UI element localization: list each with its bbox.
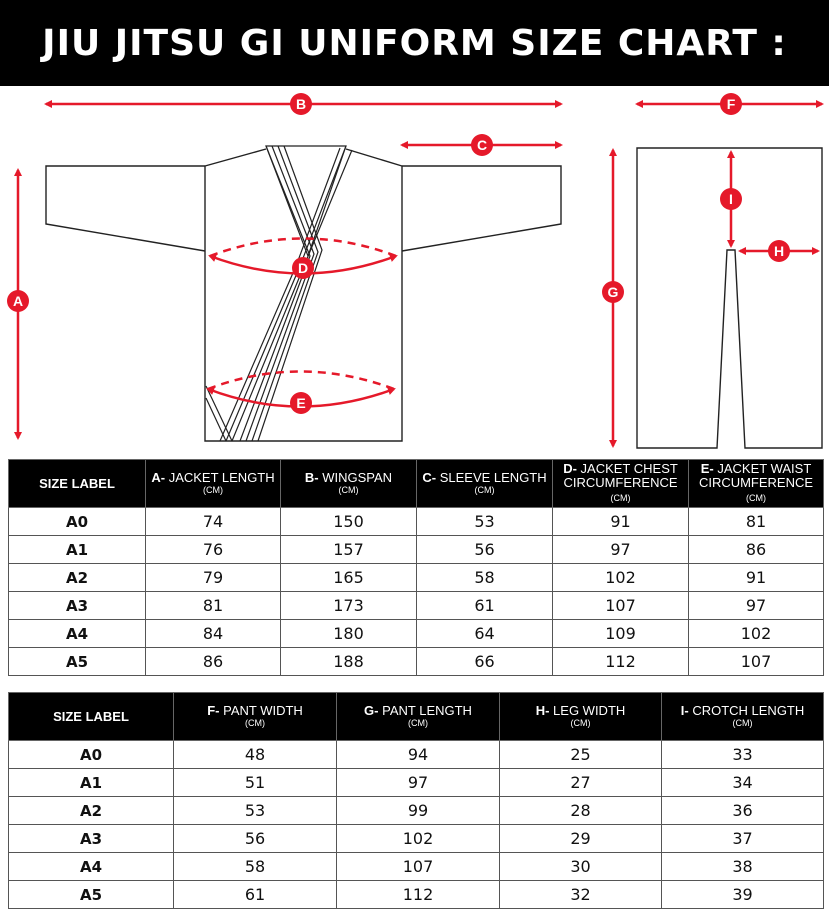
label-g: G xyxy=(607,284,619,300)
header-jacket-chest: D- JACKET CHEST CIRCUMFERENCE (CM) xyxy=(553,460,689,508)
table-row xyxy=(9,741,824,769)
size-cell: A0 xyxy=(9,508,146,536)
size-cell: A3 xyxy=(9,592,146,620)
table-cell: 66 xyxy=(417,648,553,676)
size-cell: A4 xyxy=(9,620,146,648)
table-cell: 74 xyxy=(146,508,281,536)
table-cell: 48 xyxy=(174,741,337,769)
table-cell: 94 xyxy=(337,741,500,769)
table-cell: 39 xyxy=(662,881,824,909)
label-i: I xyxy=(729,191,733,207)
table-row xyxy=(9,536,824,564)
measure-c-arrow xyxy=(402,134,561,156)
table-cell: 180 xyxy=(281,620,417,648)
title-bar xyxy=(0,0,829,86)
table-cell: 25 xyxy=(500,741,662,769)
table-cell: 109 xyxy=(553,620,689,648)
table-cell: 76 xyxy=(146,536,281,564)
gi-diagram xyxy=(0,86,829,456)
size-cell: A1 xyxy=(9,536,146,564)
table-cell: 112 xyxy=(337,881,500,909)
table-row xyxy=(9,620,824,648)
table-cell: 165 xyxy=(281,564,417,592)
size-cell: A3 xyxy=(9,825,174,853)
jacket-size-table xyxy=(8,459,824,676)
header-size-label: SIZE LABEL xyxy=(9,460,146,508)
table-row xyxy=(9,508,824,536)
table-cell: 97 xyxy=(689,592,824,620)
size-cell: A4 xyxy=(9,853,174,881)
table-cell: 56 xyxy=(174,825,337,853)
table-cell: 37 xyxy=(662,825,824,853)
size-cell: A0 xyxy=(9,741,174,769)
label-h: H xyxy=(773,243,785,259)
label-c: C xyxy=(476,137,488,153)
label-d: D xyxy=(297,260,309,276)
table-cell: 64 xyxy=(417,620,553,648)
table-cell: 157 xyxy=(281,536,417,564)
table-cell: 112 xyxy=(553,648,689,676)
table-cell: 34 xyxy=(662,769,824,797)
page-title: JIU JITSU GI UNIFORM SIZE CHART : xyxy=(42,22,787,64)
table-cell: 150 xyxy=(281,508,417,536)
jacket-header-row xyxy=(9,460,824,508)
header-wingspan: B- WINGSPAN (CM) xyxy=(281,460,417,508)
table-cell: 56 xyxy=(417,536,553,564)
table-cell: 107 xyxy=(689,648,824,676)
table-cell: 61 xyxy=(417,592,553,620)
table-cell: 27 xyxy=(500,769,662,797)
table-cell: 53 xyxy=(417,508,553,536)
table-cell: 28 xyxy=(500,797,662,825)
table-cell: 99 xyxy=(337,797,500,825)
table-cell: 91 xyxy=(553,508,689,536)
table-row xyxy=(9,881,824,909)
table-cell: 91 xyxy=(689,564,824,592)
header-jacket-waist: E- JACKET WAIST CIRCUMFERENCE (CM) xyxy=(689,460,824,508)
size-cell: A2 xyxy=(9,797,174,825)
header-pant-length: G- PANT LENGTH (CM) xyxy=(337,693,500,741)
size-cell: A5 xyxy=(9,648,146,676)
table-cell: 107 xyxy=(553,592,689,620)
header-sleeve-length: C- SLEEVE LENGTH (CM) xyxy=(417,460,553,508)
table-row xyxy=(9,648,824,676)
label-f: F xyxy=(726,96,736,112)
table-cell: 188 xyxy=(281,648,417,676)
table-row xyxy=(9,853,824,881)
table-cell: 38 xyxy=(662,853,824,881)
header-pant-width: F- PANT WIDTH (CM) xyxy=(174,693,337,741)
pant-header-row xyxy=(9,693,824,741)
header-crotch-length: I- CROTCH LENGTH (CM) xyxy=(662,693,824,741)
label-a: A xyxy=(12,293,24,309)
table-cell: 86 xyxy=(146,648,281,676)
table-row xyxy=(9,592,824,620)
size-cell: A2 xyxy=(9,564,146,592)
label-b: B xyxy=(295,96,307,112)
table-cell: 33 xyxy=(662,741,824,769)
table-row xyxy=(9,825,824,853)
table-cell: 102 xyxy=(689,620,824,648)
table-cell: 58 xyxy=(417,564,553,592)
table-cell: 102 xyxy=(553,564,689,592)
table-cell: 79 xyxy=(146,564,281,592)
table-cell: 86 xyxy=(689,536,824,564)
table-cell: 81 xyxy=(689,508,824,536)
table-cell: 61 xyxy=(174,881,337,909)
table-cell: 32 xyxy=(500,881,662,909)
pant-size-table xyxy=(8,692,824,909)
table-cell: 173 xyxy=(281,592,417,620)
table-cell: 29 xyxy=(500,825,662,853)
measure-b-arrow xyxy=(46,93,561,115)
label-e: E xyxy=(296,395,306,411)
table-row xyxy=(9,769,824,797)
measure-e-arrow xyxy=(208,372,394,415)
measure-a-arrow xyxy=(7,170,29,438)
measure-i-arrow xyxy=(720,152,742,246)
measure-h-arrow xyxy=(740,240,818,262)
measure-f-arrow xyxy=(637,93,822,115)
header-size-label: SIZE LABEL xyxy=(9,693,174,741)
table-cell: 102 xyxy=(337,825,500,853)
table-cell: 81 xyxy=(146,592,281,620)
table-cell: 107 xyxy=(337,853,500,881)
header-leg-width: H- LEG WIDTH (CM) xyxy=(500,693,662,741)
table-row xyxy=(9,564,824,592)
header-jacket-length: A- JACKET LENGTH (CM) xyxy=(146,460,281,508)
table-row xyxy=(9,797,824,825)
table-cell: 84 xyxy=(146,620,281,648)
table-cell: 58 xyxy=(174,853,337,881)
table-cell: 53 xyxy=(174,797,337,825)
table-cell: 30 xyxy=(500,853,662,881)
table-cell: 97 xyxy=(553,536,689,564)
table-cell: 97 xyxy=(337,769,500,797)
size-cell: A1 xyxy=(9,769,174,797)
table-cell: 36 xyxy=(662,797,824,825)
measure-g-arrow xyxy=(602,150,624,446)
table-cell: 51 xyxy=(174,769,337,797)
size-cell: A5 xyxy=(9,881,174,909)
